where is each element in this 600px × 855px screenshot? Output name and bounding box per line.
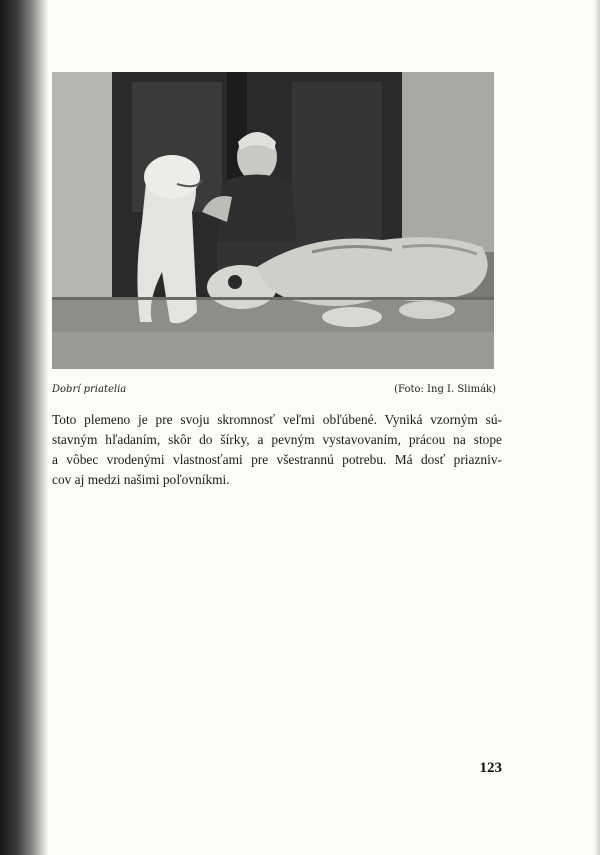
paragraph-line: cov aj medzi našimi poľovníkmi. (52, 472, 230, 487)
photograph (52, 72, 494, 369)
body-paragraph (52, 410, 502, 490)
paragraph-line: stavným hľadaním, skôr do šírky, a pevným vystavovaním, prácou na stope (52, 432, 502, 447)
paragraph-line: Toto plemeno je pre svoju skromnosť veľmi obľúbené. Vyniká vzorným sú- (52, 412, 502, 427)
paragraph-line: a vôbec vrodenými vlastnosťami pre všestrannú potrebu. Má dosť priazniv- (52, 452, 502, 467)
page-number: 123 (479, 760, 502, 776)
photo-credit: (Foto: Ing I. Slimák) (394, 384, 496, 395)
spine-shadow (0, 0, 48, 855)
photo-caption-title: Dobrí priatelia (52, 384, 127, 395)
page-edge (594, 0, 600, 855)
